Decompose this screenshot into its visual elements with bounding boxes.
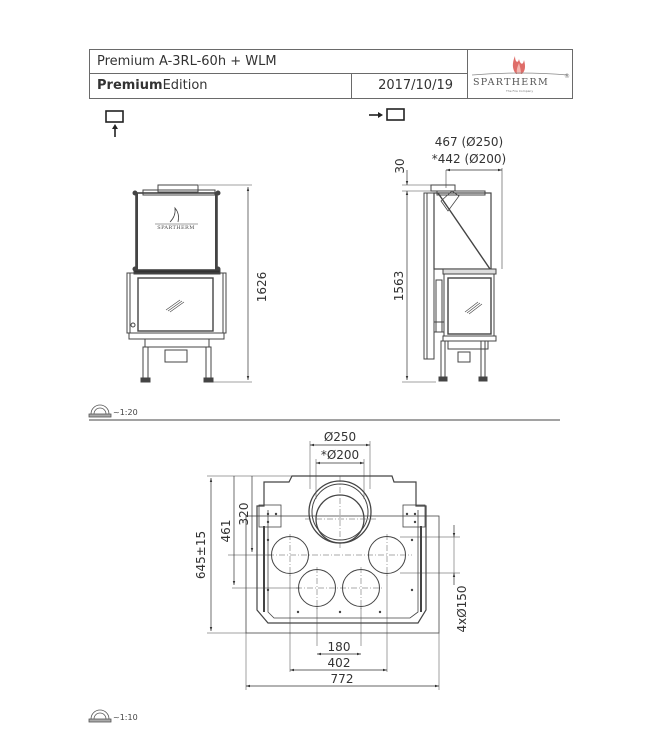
front-height-dim: 1626	[255, 271, 269, 303]
side-view-indicator-icon	[369, 109, 404, 120]
edition-bold: Premium	[97, 78, 163, 93]
scale-lower-icon	[89, 710, 111, 722]
scale-upper-label: ~1:20	[113, 408, 138, 417]
front-view-logo-text: SPARTHERM	[157, 225, 195, 231]
logo-registered: ®	[564, 73, 570, 80]
front-view	[127, 185, 252, 382]
side-flue-offset-200: *442 (Ø200)	[431, 152, 507, 166]
side-view	[402, 168, 502, 382]
plan-depth-461: 461	[219, 519, 233, 543]
plan-flue-dia-250: Ø250	[323, 430, 357, 444]
side-height-dim: 1563	[392, 270, 406, 302]
drawing-date: 2017/10/19	[378, 78, 453, 93]
side-top-offset-dim: 30	[393, 158, 407, 174]
logo-tagline: The Fire Company	[506, 89, 534, 93]
logo-brand: SPARTHERM	[473, 77, 550, 88]
plan-width-total: 772	[330, 672, 354, 686]
plan-depth-total: 645±15	[194, 530, 208, 580]
plan-flue-dia-200: *Ø200	[320, 448, 360, 462]
scale-lower-label: ~1:10	[113, 713, 138, 722]
plan-spacing-180: 180	[327, 640, 351, 654]
scale-upper-icon	[89, 405, 111, 417]
front-view-indicator-icon	[106, 111, 123, 137]
plan-holes-label: 4xØ150	[455, 585, 469, 633]
plan-depth-320: 320	[237, 502, 251, 526]
model-name: Premium A-3RL-60h + WLM	[97, 54, 277, 69]
side-flue-offset-250: 467 (Ø250)	[434, 135, 504, 149]
edition-regular: Edition	[162, 78, 208, 93]
plan-spacing-402: 402	[327, 656, 351, 670]
